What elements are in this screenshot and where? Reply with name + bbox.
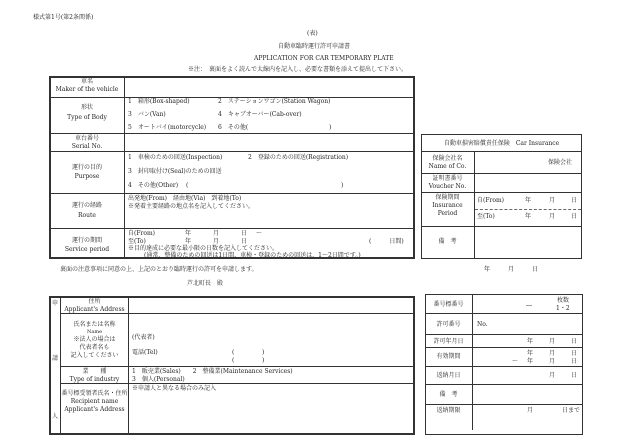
industry-label-en: Type of industry <box>69 376 120 383</box>
insurer-label: 保険会社名 <box>432 155 463 162</box>
period-from-year: 年 <box>185 230 192 237</box>
tel-label: 電話(Tel) <box>132 349 158 356</box>
period-tilde: ～ <box>256 230 263 237</box>
form-title-en: APPLICATION FOR CAR TEMPORARY PLATE <box>254 55 394 62</box>
valid-tilde: ～ <box>512 358 519 365</box>
deadline-until: 日まで <box>562 407 581 414</box>
route-points: 出発地(From) 経由地(Via) 到着地(To) <box>128 195 242 202</box>
valid-to-day: 日 <box>571 358 578 365</box>
period-note: ※目的達成に必要な最小限の日数を記入してください。 <box>128 245 279 252</box>
permit-date-day: 日 <box>571 338 578 345</box>
form-title-jp: 自動車臨時運行許可申請書 <box>278 43 351 50</box>
purpose-label: 運行の目的 <box>71 164 102 171</box>
period-to-month: 月 <box>213 238 220 245</box>
address-label-en: Applicant's Address <box>64 306 125 313</box>
industry-option-personal[interactable]: 3 個人(Personal) <box>132 376 185 383</box>
period-label-en: Service period <box>64 246 110 253</box>
body-option-cab-over[interactable]: 4 キャブオーバー(Cab-over) <box>218 111 302 118</box>
serial-label-en: Serial No. <box>71 143 103 150</box>
vehicle-name-label-en: Maker of the vehicle <box>55 86 119 93</box>
route-instruction: ※発着主要経路の地点名を記入してください。 <box>128 203 255 210</box>
name-label: 氏名または名称 <box>73 321 116 328</box>
name-note-3: 記入してください <box>70 352 119 359</box>
plate-dash: ― <box>526 302 532 309</box>
permit-date-year: 年 <box>527 338 534 345</box>
body-option-motorcycle[interactable]: 5 オートバイ(motorcycle) <box>128 124 207 131</box>
permit-number-prefix: No. <box>477 321 488 328</box>
applicant-side-1: 申 <box>51 300 58 307</box>
front-side-mark: (表) <box>307 30 318 37</box>
period-to-label: 至(To) <box>128 238 146 245</box>
period-from-month: 月 <box>213 230 220 237</box>
insurance-from-year: 年 <box>525 197 532 204</box>
return-deadline-label: 返納期限 <box>436 407 461 414</box>
route-label: 運行の経路 <box>71 202 102 209</box>
body-option-other-close: ) <box>329 124 332 131</box>
tel-paren-open: ( <box>232 349 235 356</box>
insurer-suffix: 保険会社 <box>548 159 573 166</box>
body-option-van[interactable]: 3 バン(Van) <box>128 111 166 118</box>
instruction-note: ※注： 裏面をよく読んで太線内を記入し、必要な書類を添えて提出して下さい。 <box>188 66 408 73</box>
insurer-label-en: Name of Co. <box>428 163 467 170</box>
tel2-paren-close: ) <box>262 357 265 364</box>
return-date-label: 返納月日 <box>436 372 461 379</box>
permit-number-label: 許可番号 <box>436 321 461 328</box>
voucher-label: 証明書番号 <box>432 175 463 182</box>
insurance-to-label: 至(To) <box>477 213 495 220</box>
recipient-label-en: Recipient name <box>70 398 119 405</box>
sheets-value: 1・2 <box>556 305 570 312</box>
valid-from-year: 年 <box>527 350 534 357</box>
recipient-label-en2: Applicant's Address <box>64 406 125 413</box>
purpose-label-en: Purpose <box>74 173 100 180</box>
valid-from-month: 月 <box>549 350 556 357</box>
insurance-to-month: 月 <box>549 213 556 220</box>
representative-label: (代表者) <box>132 334 155 341</box>
purpose-option-other-close: ) <box>341 182 344 189</box>
applicant-side-3: 人 <box>51 413 58 420</box>
route-label-en: Route <box>78 212 96 219</box>
period-note-detail: (通常、整備のための回送は1日間、車検・登録のための回送は、1～2日間です。) <box>144 252 361 259</box>
recipient-label: 番号標受領者氏名・住所 <box>61 390 128 397</box>
industry-options[interactable]: 1 販売業(Sales) 2 整備業(Maintenance Services) <box>132 368 293 375</box>
plate-number-label: 番号標番号 <box>433 301 464 308</box>
addressee: 芦北町長 殿 <box>187 280 224 287</box>
period-from-day: 日 <box>241 230 248 237</box>
applicant-side-2: 請 <box>51 355 58 362</box>
insurance-to-year: 年 <box>525 213 532 220</box>
period-from-label: 自(From) <box>128 230 156 237</box>
period-days-count[interactable]: ( 日間) <box>369 238 404 245</box>
name-label-en: Name <box>86 329 103 335</box>
insurance-from-day: 日 <box>571 197 578 204</box>
voucher-label-en: Voucher No. <box>428 183 467 190</box>
insurance-header: 自動車損害賠償責任保険 Car Insurance <box>443 140 560 147</box>
sheets-label: 枚数 <box>557 297 570 304</box>
recipient-note: ※申請人と異なる場合のみ記入 <box>132 385 217 392</box>
deadline-month: 月 <box>527 407 534 414</box>
valid-period-label: 有効期間 <box>436 353 461 360</box>
pledge-year: 年 <box>484 266 491 273</box>
body-type-label: 形状 <box>80 104 93 111</box>
address-label: 住所 <box>88 298 101 305</box>
body-type-label-en: Type of Body <box>67 114 107 121</box>
tel2-paren-open: ( <box>232 357 235 364</box>
period-to-year: 年 <box>185 238 192 245</box>
insurance-period-label-en: Insurance <box>432 202 463 209</box>
pledge-day: 日 <box>532 266 539 273</box>
valid-from-day: 日 <box>571 350 578 357</box>
pledge-month: 月 <box>508 266 515 273</box>
vehicle-name-label: 車名 <box>80 78 93 85</box>
purpose-option-other[interactable]: 4 その他(Other) ( <box>128 182 189 189</box>
return-date-day: 日 <box>571 372 578 379</box>
body-option-wagon[interactable]: 2 ステーションワゴン(Station Wagon) <box>218 98 331 105</box>
purpose-option-inspection[interactable]: 1 車検のための回送(Inspection) <box>128 154 223 161</box>
serial-label: 車台番号 <box>74 135 99 142</box>
period-label: 運行の期間 <box>71 237 102 244</box>
body-option-other[interactable]: 6 その他( <box>218 124 249 131</box>
pledge-text: 裏面の注意事項に同意の上、上記のとおり臨時運行の許可を申請します。 <box>60 266 258 273</box>
name-note-1: ※法人の場合は <box>73 336 116 343</box>
return-date-month: 月 <box>549 372 556 379</box>
body-option-box[interactable]: 1 箱形(Box-shaped) <box>128 98 190 105</box>
industry-label: 業 種 <box>82 368 107 375</box>
purpose-option-seal[interactable]: 3 封印取付け(Seal)のための回送 <box>128 168 222 175</box>
insurance-period-label: 保険期間 <box>435 194 460 201</box>
insurance-from-month: 月 <box>549 197 556 204</box>
name-note-2: 代表者名も <box>79 344 110 351</box>
form-number: 様式第1号(第2条関係) <box>33 14 94 21</box>
period-to-day: 日 <box>241 238 248 245</box>
purpose-option-registration[interactable]: 2 登録のための回送(Registration) <box>248 154 349 161</box>
insurance-from-label: 自(From) <box>477 197 505 204</box>
tel-paren-close: ) <box>262 349 265 356</box>
office-remarks-label: 備 考 <box>439 391 458 398</box>
insurance-period-label-en2: Period <box>437 210 458 217</box>
insurance-to-day: 日 <box>571 213 578 220</box>
valid-to-month: 月 <box>549 358 556 365</box>
permit-date-label: 許可年月日 <box>433 338 464 345</box>
insurance-remarks-label: 備 考 <box>438 238 457 245</box>
valid-to-year: 年 <box>527 358 534 365</box>
permit-date-month: 月 <box>549 338 556 345</box>
